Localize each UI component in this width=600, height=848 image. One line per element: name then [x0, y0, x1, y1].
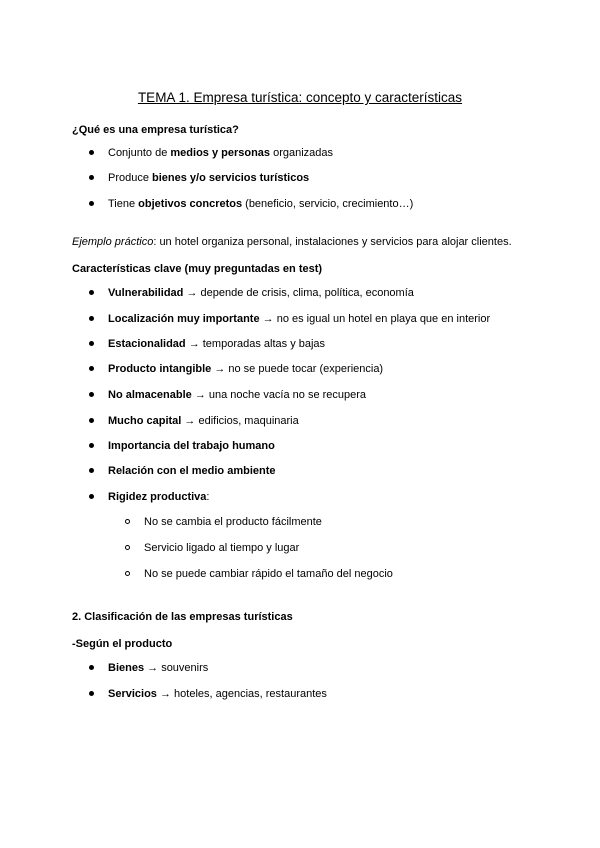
bullet-icon — [89, 341, 94, 346]
bullet-icon — [89, 468, 94, 473]
list-item: Importancia del trabajo humano — [108, 440, 275, 452]
bullet-icon — [89, 494, 94, 499]
list-item: Producto intangible → no se puede tocar (experiencia) — [108, 363, 384, 375]
section-heading-definition: ¿Qué es una empresa turística? — [72, 124, 239, 136]
bullet-icon — [89, 691, 94, 696]
list-item: Bienes → souvenirs — [108, 662, 209, 674]
bullet-icon — [89, 290, 94, 295]
list-item: Relación con el medio ambiente — [108, 465, 276, 477]
bullet-icon — [89, 418, 94, 423]
bullet-icon — [89, 392, 94, 397]
list-item: Tiene objetivos concretos (beneficio, servicio, crecimiento…) — [108, 198, 414, 210]
list-item: No almacenable → una noche vacía no se recupera — [108, 389, 367, 401]
list-item: Produce bienes y/o servicios turísticos — [108, 172, 310, 184]
bullet-icon — [89, 150, 94, 155]
section-heading-classification: 2. Clasificación de las empresas turísticas — [72, 611, 293, 623]
list-item: Mucho capital → edificios, maquinaria — [108, 415, 299, 427]
list-item: Vulnerabilidad → depende de crisis, clima, política, economía — [108, 287, 414, 299]
list-item: Estacionalidad → temporadas altas y bajas — [108, 338, 326, 350]
bullet-icon — [89, 175, 94, 180]
example-paragraph: Ejemplo práctico: un hotel organiza personal, instalaciones y servicios para alojar clientes. — [72, 236, 512, 248]
sub-list-item: No se puede cambiar rápido el tamaño del negocio — [144, 568, 393, 580]
bullet-icon — [89, 316, 94, 321]
bullet-icon — [89, 665, 94, 670]
list-item: Conjunto de medios y personas organizadas — [108, 147, 334, 159]
sub-bullet-icon — [125, 519, 130, 524]
sub-bullet-icon — [125, 545, 130, 550]
list-item: Rigidez productiva: — [108, 491, 210, 503]
page-title: TEMA 1. Empresa turística: concepto y características — [137, 90, 463, 105]
section-heading-features: Características clave (muy preguntadas en test) — [72, 263, 323, 275]
subsection-heading-product: -Según el producto — [72, 638, 173, 650]
sub-list-item: Servicio ligado al tiempo y lugar — [144, 542, 300, 554]
sub-bullet-icon — [125, 571, 130, 576]
bullet-icon — [89, 366, 94, 371]
sub-list-item: No se cambia el producto fácilmente — [144, 516, 322, 528]
list-item: Localización muy importante → no es igual un hotel en playa que en interior — [108, 313, 491, 325]
list-item: Servicios → hoteles, agencias, restaurantes — [108, 688, 327, 700]
bullet-icon — [89, 443, 94, 448]
bullet-icon — [89, 201, 94, 206]
